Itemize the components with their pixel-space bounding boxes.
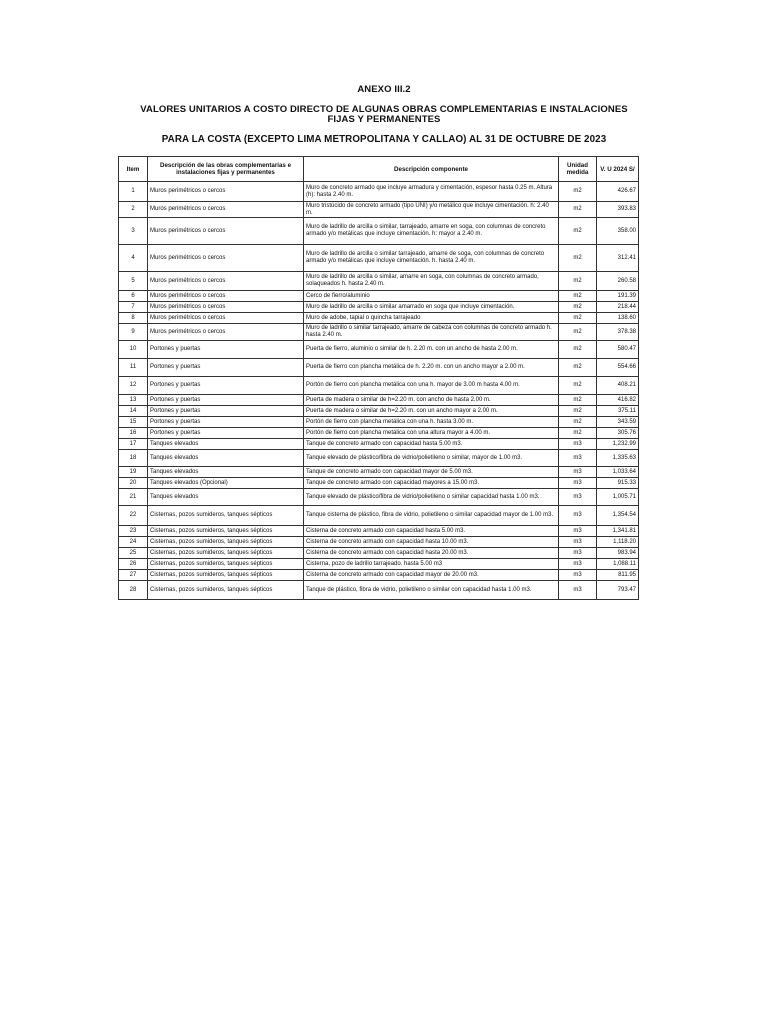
- row-item: 4: [119, 245, 148, 272]
- table-row: [119, 526, 639, 537]
- row-unit: m3: [559, 439, 597, 450]
- row-component: Muro de concreto armado que incluye armadura y cimentación, espesor hasta 0.25 m. Altura (h): hasta 2.40 m.: [304, 182, 559, 202]
- row-item: 8: [119, 313, 148, 324]
- row-description: Tanques elevados: [148, 489, 304, 506]
- table-row: [119, 377, 639, 395]
- row-item: 16: [119, 428, 148, 439]
- table-row: [119, 417, 639, 428]
- row-description: Muros perimétricos o cercos: [148, 324, 304, 341]
- table-row: [119, 218, 639, 245]
- row-item: 5: [119, 272, 148, 291]
- row-unit: m2: [559, 182, 597, 202]
- row-component: Portón de fierro con plancha metálica con una h. hasta 3.00 m.: [304, 417, 559, 428]
- row-unit: m2: [559, 302, 597, 313]
- row-description: Muros perimétricos o cercos: [148, 245, 304, 272]
- row-item: 9: [119, 324, 148, 341]
- row-component: Muro tristúcido de concreto armado (tipo UNI) y/o metálico que incluye cimentación. h: 2.40 m.: [304, 202, 559, 218]
- row-description: Tanques elevados: [148, 439, 304, 450]
- row-component: Cerco de fierro/aluminio: [304, 291, 559, 302]
- row-value: 1,033.64: [597, 467, 639, 478]
- document-title-line: VALORES UNITARIOS A COSTO DIRECTO DE ALGUNAS OBRAS COMPLEMENTARIAS E INSTALACIONES: [140, 104, 628, 115]
- row-component: Cisterna de concreto armado con capacidad hasta 20.00 m3.: [304, 548, 559, 559]
- table-row: [119, 324, 639, 341]
- header-description: Descripción de las obras complementarias e instalaciones fijas y permanentes: [148, 157, 304, 182]
- row-unit: m3: [559, 450, 597, 467]
- row-component: Muro de ladrillo o similar tarrajeado, amarre de cabeza con columnas de concreto armado h. hasta 2.40 m.: [304, 324, 559, 341]
- row-value: 375.11: [597, 406, 639, 417]
- row-description: Tanques elevados: [148, 467, 304, 478]
- row-item: 11: [119, 359, 148, 377]
- table-row: [119, 548, 639, 559]
- row-unit: m2: [559, 359, 597, 377]
- document-subtitle: PARA LA COSTA (EXCEPTO LIMA METROPOLITANA Y CALLAO) AL 31 DE OCTUBRE DE 2023: [161, 134, 607, 145]
- row-description: Muros perimétricos o cercos: [148, 302, 304, 313]
- table-row: [119, 506, 639, 526]
- row-description: Muros perimétricos o cercos: [148, 182, 304, 202]
- row-item: 21: [119, 489, 148, 506]
- row-item: 25: [119, 548, 148, 559]
- row-component: Tanque elevado de plástico/fibra de vidrio/polietileno o similar capacidad hasta 1.00 m3.: [304, 489, 559, 506]
- row-unit: m3: [559, 548, 597, 559]
- row-item: 2: [119, 202, 148, 218]
- row-unit: m2: [559, 406, 597, 417]
- row-component: Tanque de concreto armado con capacidad mayor de 5.00 m3.: [304, 467, 559, 478]
- table-row: [119, 359, 639, 377]
- row-value: 218.44: [597, 302, 639, 313]
- row-component: Puerta de fierro con plancha metálica de h. 2.20 m. con un ancho mayor a 2.00 m.: [304, 359, 559, 377]
- row-component: Tanque de plástico, fibra de vidrio, polietileno o similar con capacidad hasta 1.00 m3.: [304, 581, 559, 600]
- row-component: Tanque de concreto armado con capacidad mayores a 15.00 m3.: [304, 478, 559, 489]
- table-row: [119, 291, 639, 302]
- row-component: Muro de ladrillo de arcilla o similar, amarre en soga, con columnas de concreto armado, solaqueados h. hasta 2.40 m.: [304, 272, 559, 291]
- row-description: Portones y puertas: [148, 406, 304, 417]
- row-item: 26: [119, 559, 148, 570]
- row-description: Cisternas, pozos sumideros, tanques sépticos: [148, 559, 304, 570]
- row-value: 408.21: [597, 377, 639, 395]
- row-unit: m3: [559, 467, 597, 478]
- row-item: 6: [119, 291, 148, 302]
- table-row: [119, 202, 639, 218]
- row-item: 1: [119, 182, 148, 202]
- row-description: Cisternas, pozos sumideros, tanques sépticos: [148, 570, 304, 581]
- row-value: 1,335.63: [597, 450, 639, 467]
- row-value: 393.83: [597, 202, 639, 218]
- row-item: 15: [119, 417, 148, 428]
- row-component: Cisterna de concreto armado con capacidad mayor de 20.00 m3.: [304, 570, 559, 581]
- row-unit: m3: [559, 581, 597, 600]
- row-unit: m3: [559, 559, 597, 570]
- row-value: 580.47: [597, 341, 639, 359]
- row-item: 17: [119, 439, 148, 450]
- table-row: [119, 478, 639, 489]
- table-header-row: [119, 157, 639, 182]
- row-description: Tanques elevados (Opcional): [148, 478, 304, 489]
- row-unit: m2: [559, 291, 597, 302]
- row-unit: m2: [559, 245, 597, 272]
- row-component: Puerta de madera o similar de h=2.20 m. con un ancho mayor a 2.00 m.: [304, 406, 559, 417]
- row-description: Muros perimétricos o cercos: [148, 218, 304, 245]
- row-unit: m2: [559, 341, 597, 359]
- row-item: 24: [119, 537, 148, 548]
- row-description: Muros perimétricos o cercos: [148, 291, 304, 302]
- row-item: 7: [119, 302, 148, 313]
- table-row: [119, 313, 639, 324]
- row-component: Portón de fierro con plancha metálica con una altura mayor a 4.00 m.: [304, 428, 559, 439]
- row-value: 915.33: [597, 478, 639, 489]
- row-unit: m2: [559, 417, 597, 428]
- table-row: [119, 341, 639, 359]
- header-component: Descripción componente: [304, 157, 559, 182]
- row-item: 22: [119, 506, 148, 526]
- row-unit: m3: [559, 506, 597, 526]
- row-unit: m3: [559, 537, 597, 548]
- row-description: Portones y puertas: [148, 341, 304, 359]
- row-unit: m2: [559, 428, 597, 439]
- table-row: [119, 302, 639, 313]
- header-unit: Unidad medida: [559, 157, 597, 182]
- table-row: [119, 537, 639, 548]
- row-component: Muro de adobe, tapial o quincha tarrajeado: [304, 313, 559, 324]
- row-description: Portones y puertas: [148, 395, 304, 406]
- row-item: 28: [119, 581, 148, 600]
- row-description: Portones y puertas: [148, 359, 304, 377]
- row-item: 27: [119, 570, 148, 581]
- table-row: [119, 395, 639, 406]
- row-unit: m3: [559, 478, 597, 489]
- row-value: 305.76: [597, 428, 639, 439]
- row-item: 18: [119, 450, 148, 467]
- row-component: Muro de ladrillo de arcilla o similar, tarrajeado, amarre en soga, con columnas de concreto armado y/o metálicas que incluye cimentación. h: mayor a 2.40 m.: [304, 218, 559, 245]
- row-unit: m3: [559, 526, 597, 537]
- row-description: Tanques elevados: [148, 450, 304, 467]
- row-unit: m3: [559, 489, 597, 506]
- row-description: Cisternas, pozos sumideros, tanques sépticos: [148, 506, 304, 526]
- row-unit: m2: [559, 377, 597, 395]
- row-item: 20: [119, 478, 148, 489]
- row-description: Muros perimétricos o cercos: [148, 202, 304, 218]
- row-unit: m2: [559, 202, 597, 218]
- table-body: [119, 182, 639, 600]
- header-item: Item: [119, 157, 148, 182]
- row-component: Cisterna de concreto armado con capacidad hasta 10.00 m3.: [304, 537, 559, 548]
- row-value: 416.82: [597, 395, 639, 406]
- table-row: [119, 450, 639, 467]
- table-row: [119, 581, 639, 600]
- row-value: 1,341.81: [597, 526, 639, 537]
- row-unit: m2: [559, 218, 597, 245]
- row-component: Tanque elevado de plástico/fibra de vidrio/polietileno o similar, mayor de 1.00 m3.: [304, 450, 559, 467]
- table-row: [119, 467, 639, 478]
- table-row: [119, 272, 639, 291]
- row-description: Portones y puertas: [148, 428, 304, 439]
- table-row: [119, 406, 639, 417]
- row-component: Tanque de concreto armado con capacidad hasta 5.00 m3.: [304, 439, 559, 450]
- row-description: Muros perimétricos o cercos: [148, 313, 304, 324]
- document-title-line: FIJAS Y PERMANENTES: [327, 114, 441, 125]
- row-value: 983.94: [597, 548, 639, 559]
- row-component: Puerta de fierro, aluminio o similar de h. 2.20 m. con un ancho de hasta 2.00 m.: [304, 341, 559, 359]
- row-item: 3: [119, 218, 148, 245]
- row-description: Cisternas, pozos sumideros, tanques sépticos: [148, 581, 304, 600]
- table-row: [119, 489, 639, 506]
- row-component: Muro de ladrillo de arcilla o similar tarrajeado, amarre de soga, con columnas de concreto armado y/o metálicas que incluye cimentación. h. hasta 2.40 m.: [304, 245, 559, 272]
- row-component: Muro de ladrillo de arcilla o similar amarrado en soga que incluye cimentación.: [304, 302, 559, 313]
- row-item: 13: [119, 395, 148, 406]
- row-value: 260.58: [597, 272, 639, 291]
- row-description: Portones y puertas: [148, 377, 304, 395]
- row-component: Cisterna, pozo de ladrillo tarrajeado. hasta 5.00 m3: [304, 559, 559, 570]
- row-value: 1,232.99: [597, 439, 639, 450]
- table-row: [119, 559, 639, 570]
- row-description: Cisternas, pozos sumideros, tanques sépticos: [148, 548, 304, 559]
- row-value: 811.95: [597, 570, 639, 581]
- row-unit: m2: [559, 324, 597, 341]
- row-value: 191.39: [597, 291, 639, 302]
- row-description: Portones y puertas: [148, 417, 304, 428]
- document-title: [0, 105, 768, 125]
- table-row: [119, 570, 639, 581]
- row-value: 1,118.20: [597, 537, 639, 548]
- row-value: 554.66: [597, 359, 639, 377]
- row-component: Portón de fierro con plancha metálica con una h. mayor de 3.00 m hasta 4.00 m.: [304, 377, 559, 395]
- row-unit: m2: [559, 272, 597, 291]
- table-row: [119, 182, 639, 202]
- row-value: 138.60: [597, 313, 639, 324]
- table-row: [119, 439, 639, 450]
- row-item: 12: [119, 377, 148, 395]
- header-value: V. U 2024 S/: [597, 157, 639, 182]
- row-value: 343.59: [597, 417, 639, 428]
- row-value: 312.41: [597, 245, 639, 272]
- row-component: Cisterna de concreto armado con capacidad hasta 5.00 m3.: [304, 526, 559, 537]
- row-unit: m3: [559, 570, 597, 581]
- row-value: 358.00: [597, 218, 639, 245]
- row-item: 19: [119, 467, 148, 478]
- table-row: [119, 428, 639, 439]
- row-value: 426.67: [597, 182, 639, 202]
- row-value: 793.47: [597, 581, 639, 600]
- row-value: 1,088.11: [597, 559, 639, 570]
- row-item: 14: [119, 406, 148, 417]
- row-value: 1,354.54: [597, 506, 639, 526]
- row-description: Muros perimétricos o cercos: [148, 272, 304, 291]
- row-component: Tanque cisterna de plástico, fibra de vidrio, polietileno o similar capacidad mayor de 1.00 m3.: [304, 506, 559, 526]
- table-row: [119, 245, 639, 272]
- row-description: Cisternas, pozos sumideros, tanques sépticos: [148, 537, 304, 548]
- row-item: 23: [119, 526, 148, 537]
- annex-label: ANEXO III.2: [357, 84, 411, 95]
- row-item: 10: [119, 341, 148, 359]
- row-description: Cisternas, pozos sumideros, tanques sépticos: [148, 526, 304, 537]
- row-value: 1,005.71: [597, 489, 639, 506]
- row-value: 378.38: [597, 324, 639, 341]
- row-component: Puerta de madera o similar de h=2.20 m. con ancho de hasta 2.00 m.: [304, 395, 559, 406]
- row-unit: m2: [559, 395, 597, 406]
- row-unit: m2: [559, 313, 597, 324]
- unit-values-table: [118, 156, 639, 600]
